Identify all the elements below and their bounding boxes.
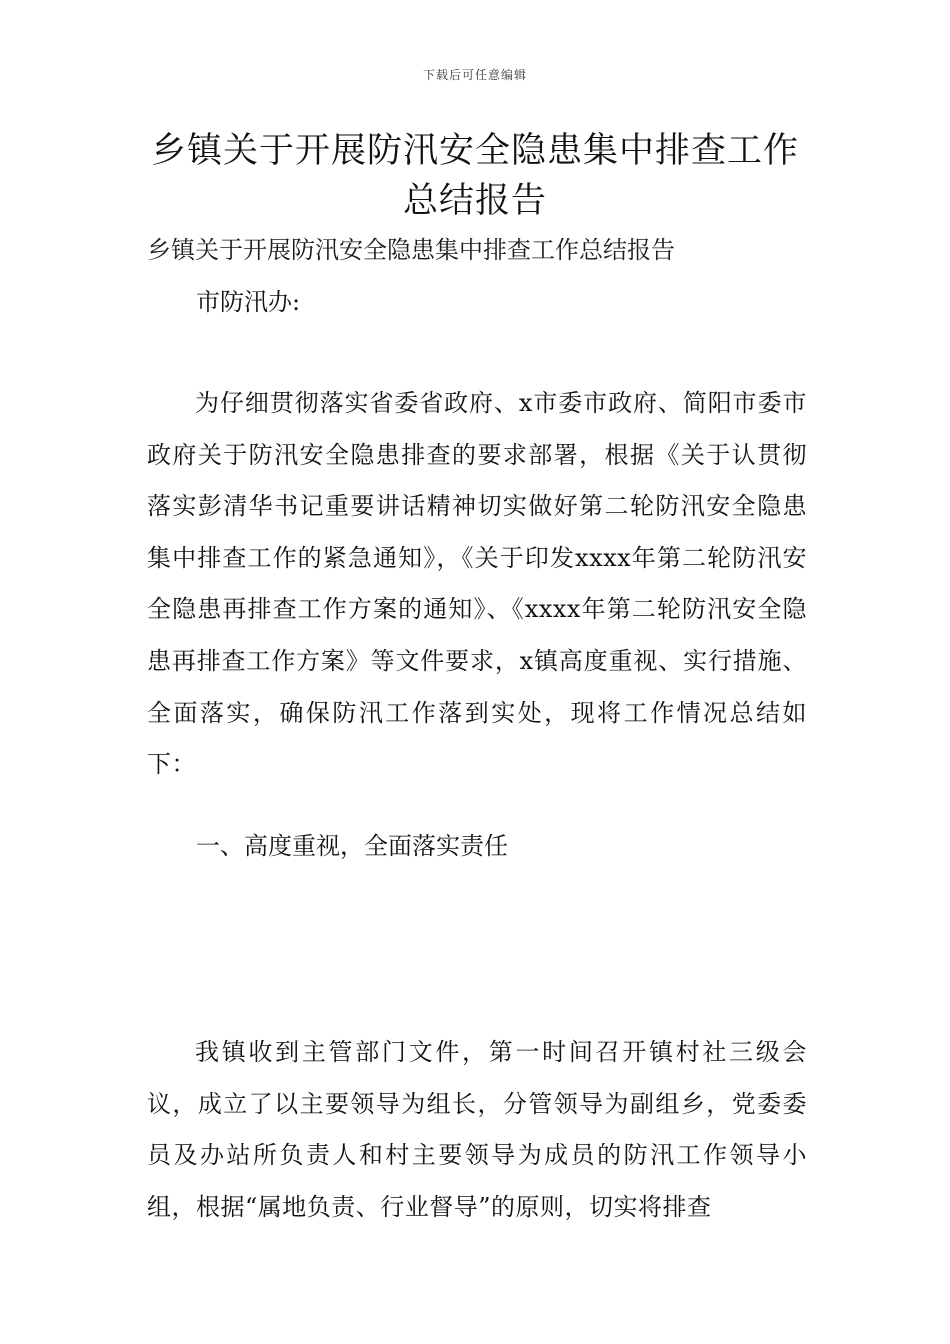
document-subtitle: 乡镇关于开展防汛安全隐患集中排查工作总结报告 (147, 236, 675, 264)
section-heading: 一、高度重视，全面落实责任 (196, 832, 508, 860)
document-title: 乡镇关于开展防汛安全隐患集中排查工作总结报告 (150, 131, 799, 221)
body-paragraph: 为仔细贯彻落实省委省政府、x市委市政府、简阳市委市政府关于防汛安全隐患排查的要求部署，根据《关于认贯彻落实彭清华书记重要讲话精神切实做好第二轮防汛安全隐患集中排查工作的紧急通知》，《关于印发xxxx年第二轮防汛安全隐患再排查工作方案的通知》、《xxxx年第二轮防汛安全隐患再排查工作方案》等文件要求，x镇高度重视、实行措施、全面落实，确保防汛工作落到实处，现将工作情况总结如下： (147, 389, 807, 779)
body-paragraph: 我镇收到主管部门文件，第一时间召开镇村社三级会议，成立了以主要领导为组长，分管领导为副组乡，党委委员及办站所负责人和村主要领导为成员的防汛工作领导小组，根据“属地负责、行业督导”的原则，切实将排查 (147, 1038, 807, 1221)
salutation: 市防汛办: (196, 288, 301, 316)
header-note: 下载后可任意编辑 (422, 68, 527, 82)
